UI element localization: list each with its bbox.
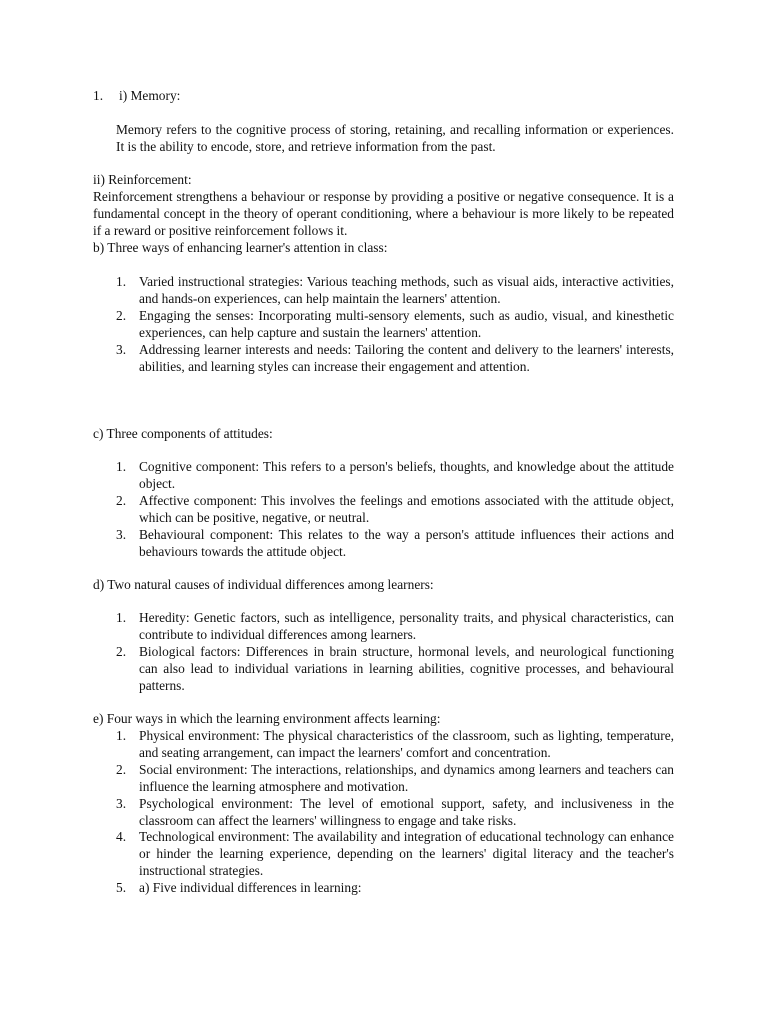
section-e-heading: e) Four ways in which the learning environment affects learning: <box>93 711 441 726</box>
list-item: 5. a) Five individual differences in learning: <box>116 880 362 896</box>
list-item: 2. Social environment: The interactions, relationships, and dynamics among learners and teachers can influence the learning atmosphere and motivation. <box>116 761 674 794</box>
memory-definition: Memory refers to the cognitive process of storing, retaining, and recalling information or experiences. It is the ability to encode, store, and retrieve information from the past. <box>116 122 674 154</box>
list-item: 3. Addressing learner interests and needs: Tailoring the content and delivery to the learners' interests, abilities, and learning styles can increase their engagement and attention. <box>116 341 674 374</box>
section-b-heading: b) Three ways of enhancing learner's attention in class: <box>93 240 388 255</box>
section-d-list <box>116 610 674 695</box>
question-number: 1. <box>93 88 104 103</box>
section-c-heading: c) Three components of attitudes: <box>93 426 273 441</box>
list-item: 2. Biological factors: Differences in brain structure, hormonal levels, and neurological functioning can also lead to individual variations in learning abilities, cognitive processes, and behavioural patterns. <box>116 643 674 693</box>
section-d-heading: d) Two natural causes of individual differences among learners: <box>93 577 434 592</box>
section-c-list <box>116 459 674 560</box>
list-item: 2. Engaging the senses: Incorporating multi-sensory elements, such as audio, visual, and kinesthetic experiences, can help capture and sustain the learners' attention. <box>116 307 674 340</box>
section-b-list <box>116 274 674 375</box>
reinforcement-heading: ii) Reinforcement: <box>93 172 192 187</box>
list-item: 1. Cognitive component: This refers to a person's beliefs, thoughts, and knowledge about the attitude object. <box>116 459 674 491</box>
list-item: 2. Affective component: This involves the feelings and emotions associated with the attitude object, which can be positive, negative, or neutral. <box>116 492 674 525</box>
list-item: 3. Psychological environment: The level of emotional support, safety, and inclusiveness in the classroom can affect the learners' willingness to engage and take risks. <box>116 795 674 828</box>
list-item: 4. Technological environment: The availability and integration of educational technology can enhance or hinder the learning experience, depending on the learners' digital literacy and the teacher's instructional strategies. <box>116 829 674 879</box>
list-item: 3. Behavioural component: This relates to the way a person's attitude influences their actions and behaviours towards the attitude object. <box>116 526 674 559</box>
list-item: 1. Physical environment: The physical characteristics of the classroom, such as lighting, temperature, and seating arrangement, can impact the learners' comfort and concentration. <box>116 728 674 760</box>
reinforcement-definition: Reinforcement strengthens a behaviour or response by providing a positive or negative consequence. It is a fundamental concept in the theory of operant conditioning, where a behaviour is more likely to be repeated if a reward or positive reinforcement follows it. <box>93 189 674 238</box>
question-1-header <box>93 88 393 105</box>
list-item: 1. Varied instructional strategies: Various teaching methods, such as visual aids, interactive activities, and hands-on experiences, can help maintain the learners' attention. <box>116 274 674 306</box>
memory-heading: i) Memory: <box>119 88 181 103</box>
list-item: 1. Heredity: Genetic factors, such as intelligence, personality traits, and physical characteristics, can contribute to individual differences among learners. <box>116 610 674 642</box>
section-e-list <box>116 728 674 897</box>
